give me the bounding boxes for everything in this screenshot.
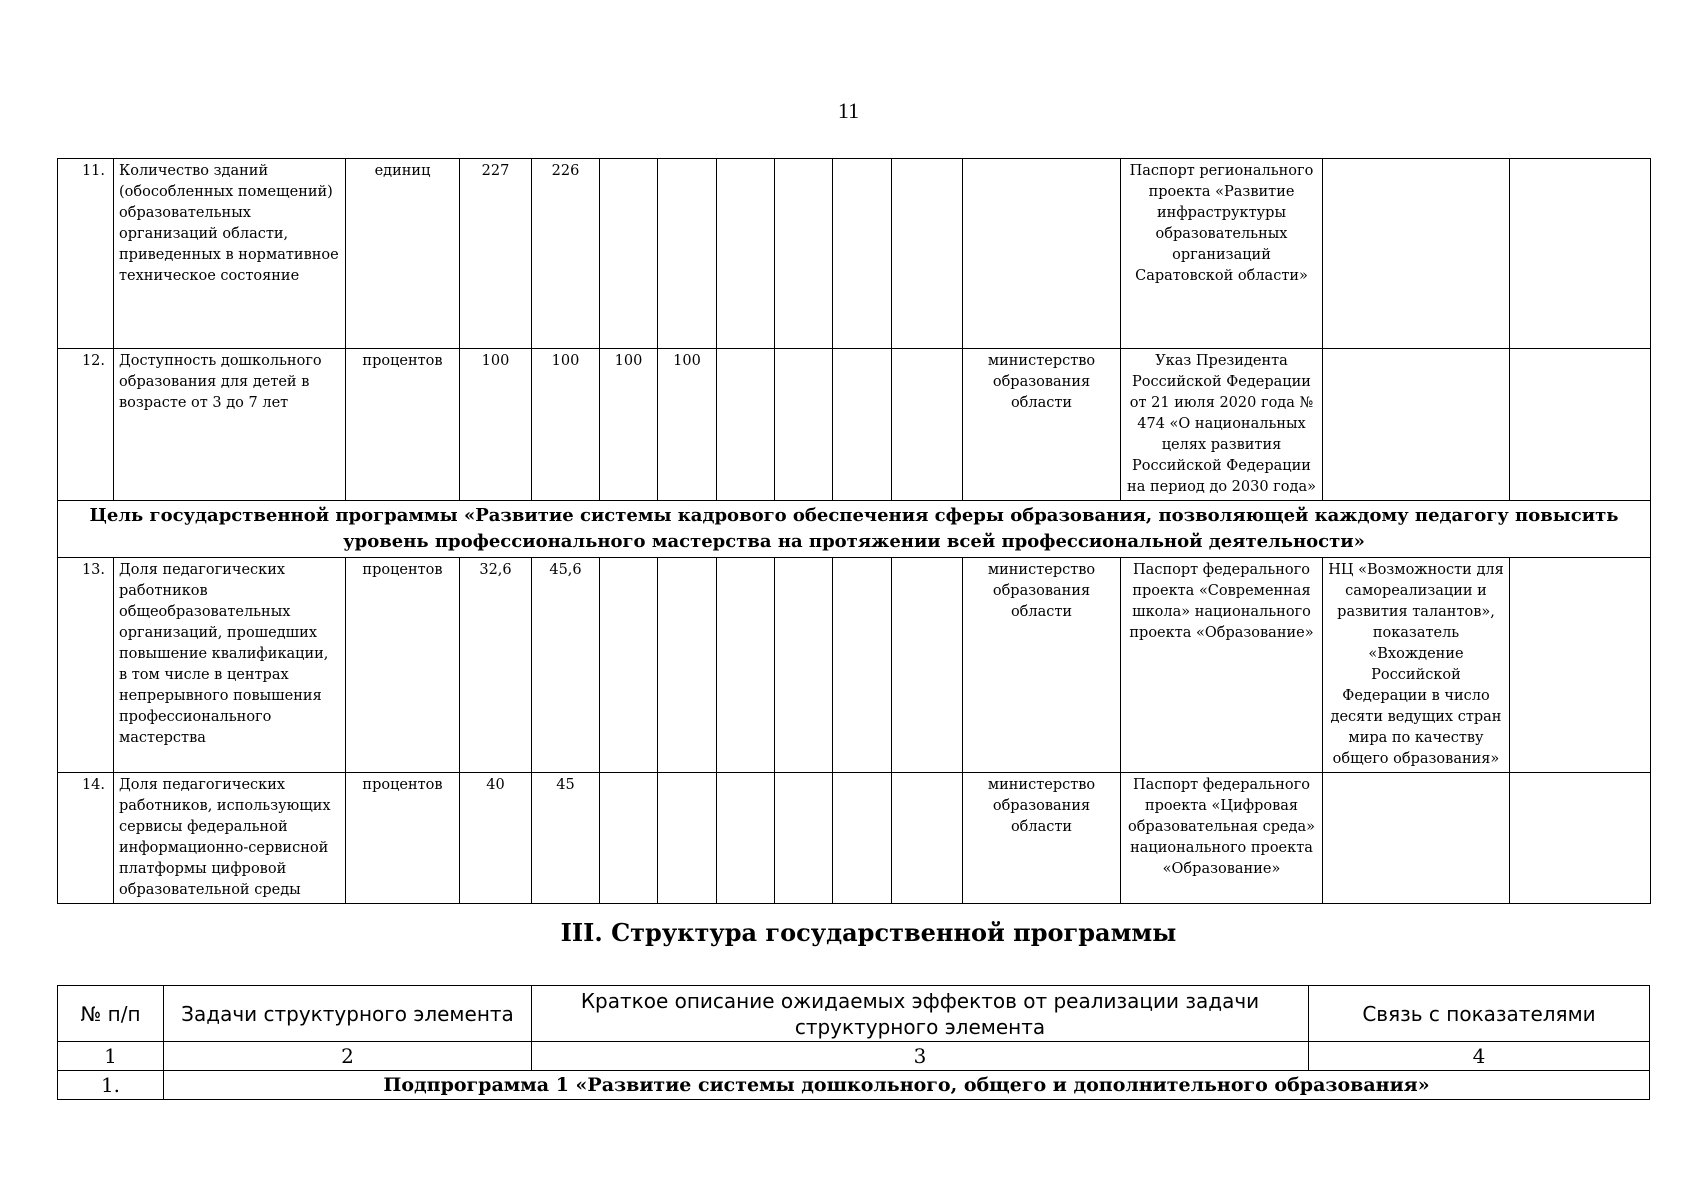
row-number: 13. xyxy=(58,558,114,773)
page-number: 11 xyxy=(837,98,860,123)
column-number: 3 xyxy=(532,1042,1309,1071)
structure-header-row xyxy=(58,986,1650,1042)
responsible-cell: министерство образования области xyxy=(963,349,1121,501)
extra-cell xyxy=(1510,349,1651,501)
document-cell: Паспорт федерального проекта «Современная школа» национального проекта «Образование» xyxy=(1121,558,1323,773)
value-cell: 45 xyxy=(532,773,600,904)
column-number: 2 xyxy=(164,1042,532,1071)
value-cell xyxy=(658,558,717,773)
value-cell xyxy=(892,159,963,349)
value-cell: 227 xyxy=(460,159,532,349)
column-numbers-row xyxy=(58,1042,1650,1071)
value-cell: 100 xyxy=(460,349,532,501)
indicator-name: Доступность дошкольного образования для детей в возрасте от 3 до 7 лет xyxy=(114,349,346,501)
value-cell xyxy=(833,558,892,773)
row-number: 1. xyxy=(58,1071,164,1100)
value-cell xyxy=(892,349,963,501)
indicators-table xyxy=(57,158,1651,904)
document-cell: Паспорт федерального проекта «Цифровая образовательная среда» национального проекта «Образование» xyxy=(1121,773,1323,904)
value-cell: 32,6 xyxy=(460,558,532,773)
link-cell xyxy=(1323,159,1510,349)
indicator-unit: процентов xyxy=(346,773,460,904)
goal-row xyxy=(58,501,1651,558)
header-tasks: Задачи структурного элемента xyxy=(164,986,532,1042)
link-cell xyxy=(1323,349,1510,501)
goal-heading: Цель государственной программы «Развитие системы кадрового обеспечения сферы образования, позволяющей каждому педагогу повысить уровень профессионального мастерства на протяжении всей профессиональной деятельности» xyxy=(58,501,1651,558)
value-cell xyxy=(833,349,892,501)
section-title: III. Структура государственной программы xyxy=(560,918,1177,947)
value-cell: 45,6 xyxy=(532,558,600,773)
value-cell xyxy=(600,159,658,349)
header-effects: Краткое описание ожидаемых эффектов от реализации задачи структурного элемента xyxy=(532,986,1309,1042)
responsible-cell xyxy=(963,159,1121,349)
value-cell xyxy=(775,558,833,773)
value-cell xyxy=(775,159,833,349)
value-cell: 226 xyxy=(532,159,600,349)
value-cell: 40 xyxy=(460,773,532,904)
header-indicators-link: Связь с показателями xyxy=(1309,986,1650,1042)
value-cell xyxy=(717,159,775,349)
responsible-cell: министерство образования области xyxy=(963,773,1121,904)
document-cell: Указ Президента Российской Федерации от 21 июля 2020 года № 474 «О национальных целях развития Российской Федерации на период до 2030 года» xyxy=(1121,349,1323,501)
column-number: 4 xyxy=(1309,1042,1650,1071)
table-row xyxy=(58,349,1651,501)
row-number: 12. xyxy=(58,349,114,501)
row-number: 14. xyxy=(58,773,114,904)
column-number: 1 xyxy=(58,1042,164,1071)
value-cell xyxy=(775,773,833,904)
header-number: № п/п xyxy=(58,986,164,1042)
indicator-unit: процентов xyxy=(346,349,460,501)
indicator-name: Доля педагогических работников общеобразовательных организаций, прошедших повышение квалификации, в том числе в центрах непрерывного повышения профессионального мастерства xyxy=(114,558,346,773)
structure-table xyxy=(57,985,1650,1100)
extra-cell xyxy=(1510,558,1651,773)
table-row xyxy=(58,558,1651,773)
table-row xyxy=(58,1071,1650,1100)
indicator-name: Доля педагогических работников, использующих сервисы федеральной информационно-сервисной платформы цифровой образовательной среды xyxy=(114,773,346,904)
value-cell xyxy=(775,349,833,501)
extra-cell xyxy=(1510,773,1651,904)
value-cell xyxy=(658,159,717,349)
value-cell xyxy=(892,558,963,773)
value-cell xyxy=(600,558,658,773)
extra-cell xyxy=(1510,159,1651,349)
indicator-unit: единиц xyxy=(346,159,460,349)
responsible-cell: министерство образования области xyxy=(963,558,1121,773)
value-cell xyxy=(717,349,775,501)
value-cell: 100 xyxy=(600,349,658,501)
indicator-name: Количество зданий (обособленных помещений) образовательных организаций области, приведенных в нормативное техническое состояние xyxy=(114,159,346,349)
document-cell: Паспорт регионального проекта «Развитие инфраструктуры образовательных организаций Саратовской области» xyxy=(1121,159,1323,349)
value-cell xyxy=(833,159,892,349)
value-cell xyxy=(600,773,658,904)
row-number: 11. xyxy=(58,159,114,349)
value-cell xyxy=(717,558,775,773)
link-cell xyxy=(1323,773,1510,904)
value-cell xyxy=(658,773,717,904)
table-row xyxy=(58,159,1651,349)
value-cell: 100 xyxy=(658,349,717,501)
link-cell: НЦ «Возможности для самореализации и развития талантов», показатель «Вхождение Российской Федерации в число десяти ведущих стран мира по качеству общего образования» xyxy=(1323,558,1510,773)
subprogram-heading: Подпрограмма 1 «Развитие системы дошкольного, общего и дополнительного образования» xyxy=(164,1071,1650,1100)
table-row xyxy=(58,773,1651,904)
value-cell xyxy=(717,773,775,904)
value-cell: 100 xyxy=(532,349,600,501)
value-cell xyxy=(892,773,963,904)
value-cell xyxy=(833,773,892,904)
indicator-unit: процентов xyxy=(346,558,460,773)
